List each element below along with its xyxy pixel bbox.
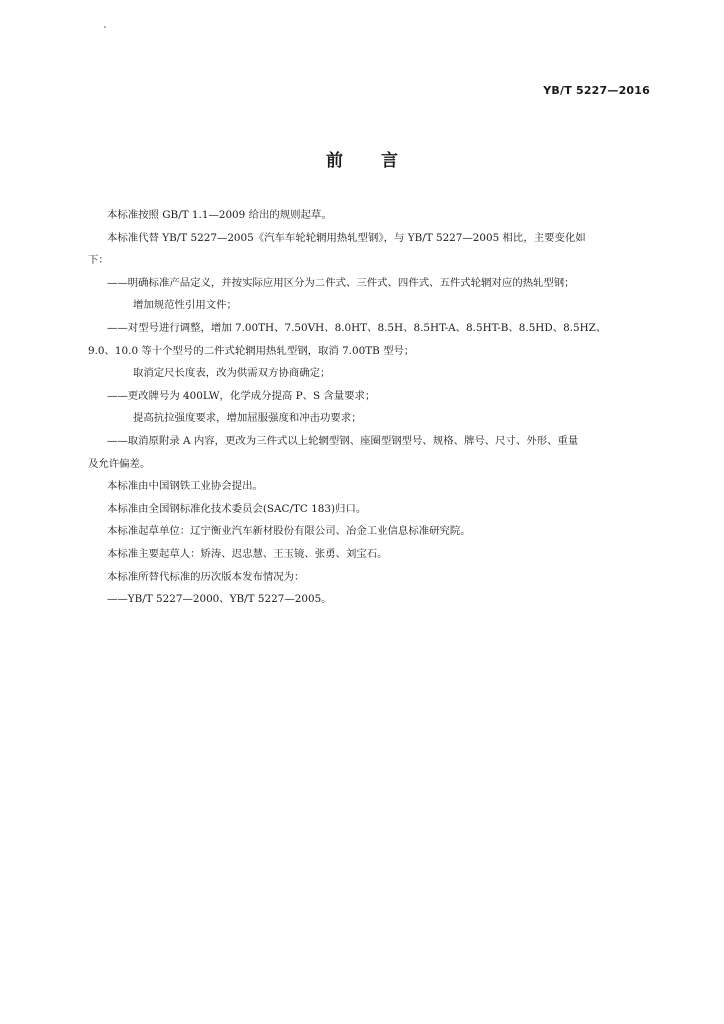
text-line: 增加规范性引用文件； xyxy=(133,299,237,312)
text-line: ——明确标准产品定义，并按实际应用区分为二件式、三件式、四件式、五件式轮辋对应的热轧型钢； xyxy=(107,276,575,289)
scan-speck xyxy=(104,26,106,28)
foreword-body xyxy=(88,204,648,611)
text-line: 9.0、10.0 等十个型号的二件式轮辋用热轧型钢，取消 7.00TB 型号； xyxy=(88,344,415,357)
text-line: 提高抗拉强度要求，增加屈服强度和冲击功要求； xyxy=(133,412,362,425)
page-title xyxy=(0,146,724,171)
text-line: 本标准按照 GB/T 1.1—2009 给出的规则起草。 xyxy=(107,209,332,221)
text-line: 下： xyxy=(88,254,109,267)
title-char-1: 前 xyxy=(326,151,343,171)
text-line: 本标准主要起草人：矫涛、迟忠慧、王玉镜、张勇、刘宝石。 xyxy=(107,547,388,560)
text-line: ——更改牌号为 400LW，化学成分提高 P、S 含量要求； xyxy=(107,389,376,402)
text-line: 取消定尺长度表，改为供需双方协商确定； xyxy=(133,367,331,380)
text-line: 及允许偏差。 xyxy=(88,457,151,470)
text-line: 本标准代替 YB/T 5227—2005《汽车车轮轮辋用热轧型钢》，与 YB/T 5227—2005 相比，主要变化如 xyxy=(107,231,586,244)
text-line: ——YB/T 5227—2000、YB/T 5227—2005。 xyxy=(107,593,332,606)
text-line: ——取消原附录 A 内容，更改为三件式以上轮辋型钢、座圈型钢型号、规格、牌号、尺寸、外形、重量 xyxy=(107,434,579,447)
standard-code: YB/T 5227—2016 xyxy=(543,84,650,97)
text-line: ——对型号进行调整，增加 7.00TH、7.50VH、8.0HT、8.5H、8.5HT-A、8.5HT-B、8.5HD、8.5HZ、 xyxy=(107,321,607,334)
text-line: 本标准由全国钢标准化技术委员会(SAC/TC 183)归口。 xyxy=(107,502,367,515)
title-char-2: 言 xyxy=(381,151,398,171)
text-line: 本标准起草单位：辽宁衡业汽车新材股份有限公司、冶金工业信息标准研究院。 xyxy=(107,525,471,538)
text-line: 本标准所替代标准的历次版本发布情况为： xyxy=(107,570,305,583)
text-line: 本标准由中国钢铁工业协会提出。 xyxy=(107,480,263,493)
